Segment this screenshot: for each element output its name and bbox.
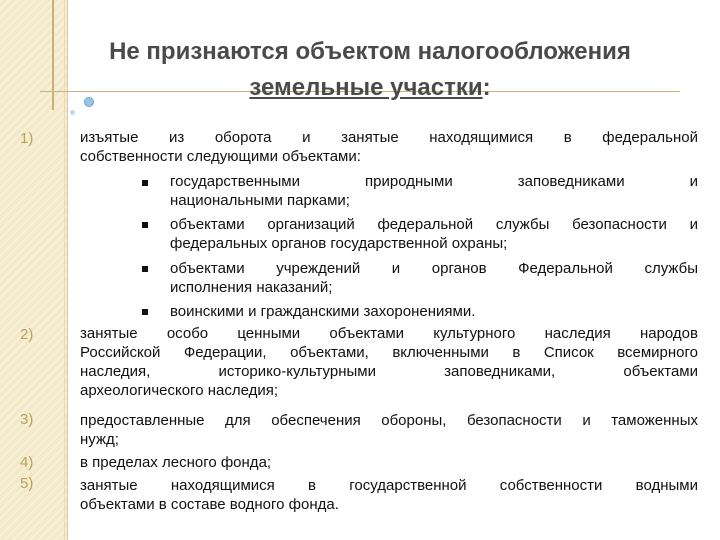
item-line: предоставленные для обеспечения обороны, безопасности и таможенных [80, 412, 698, 429]
slide-title [40, 34, 700, 106]
title-colon: : [482, 74, 491, 101]
item-line: в пределах лесного фонда; [80, 454, 272, 471]
item-number: 4) [20, 454, 34, 471]
bullet-icon [142, 222, 148, 228]
title-line-2 [40, 70, 700, 106]
bullet-icon [142, 180, 148, 186]
item-line: наследия, историко-культурными заповедниками, объектами [80, 363, 698, 380]
sub-item [170, 302, 698, 321]
item-number: 2) [20, 326, 34, 343]
item-line: объектами в составе водного фонда. [80, 496, 339, 513]
sub-item-line: объектами учреждений и органов Федеральной службы [170, 260, 698, 277]
item-text [80, 324, 698, 400]
bullet-icon [142, 309, 148, 315]
sub-item [170, 215, 698, 253]
item-line: собственности следующими объектами: [80, 148, 361, 165]
item-text [80, 411, 698, 449]
sub-item-line: объектами организаций федеральной службы безопасности и [170, 216, 698, 233]
item-line: занятые особо ценными объектами культурного наследия народов [80, 325, 698, 342]
item-line: изъятые из оборота и занятые находящимися в федеральной [80, 129, 698, 146]
sub-item-line: национальными парками; [170, 192, 350, 209]
bullet-icon [142, 266, 148, 272]
sub-item-line: федеральных органов государственной охраны; [170, 235, 508, 252]
item-line: археологического наследия; [80, 382, 279, 399]
item-text [80, 128, 698, 166]
item-number: 1) [20, 130, 34, 147]
item-line: нужд; [80, 431, 119, 448]
item-number: 3) [20, 411, 34, 428]
sub-item-line: государственными природными заповедниками и [170, 173, 698, 190]
sub-item-line: воинскими и гражданскими захоронениями. [170, 303, 476, 320]
title-line-2-text: земельные участки [249, 74, 483, 101]
item-text [80, 476, 698, 514]
sub-item [170, 259, 698, 297]
item-text [80, 453, 698, 472]
sub-item-line: исполнения наказаний; [170, 279, 333, 296]
decorative-small-circle-icon [70, 110, 75, 115]
item-number: 5) [20, 475, 34, 492]
sub-item [170, 172, 698, 210]
item-line: занятые находящимися в государственной собственности водными [80, 477, 698, 494]
item-line: Российской Федерации, объектами, включенными в Список всемирного [80, 344, 698, 361]
title-line-1: Не признаются объектом налогообложения [109, 38, 631, 65]
